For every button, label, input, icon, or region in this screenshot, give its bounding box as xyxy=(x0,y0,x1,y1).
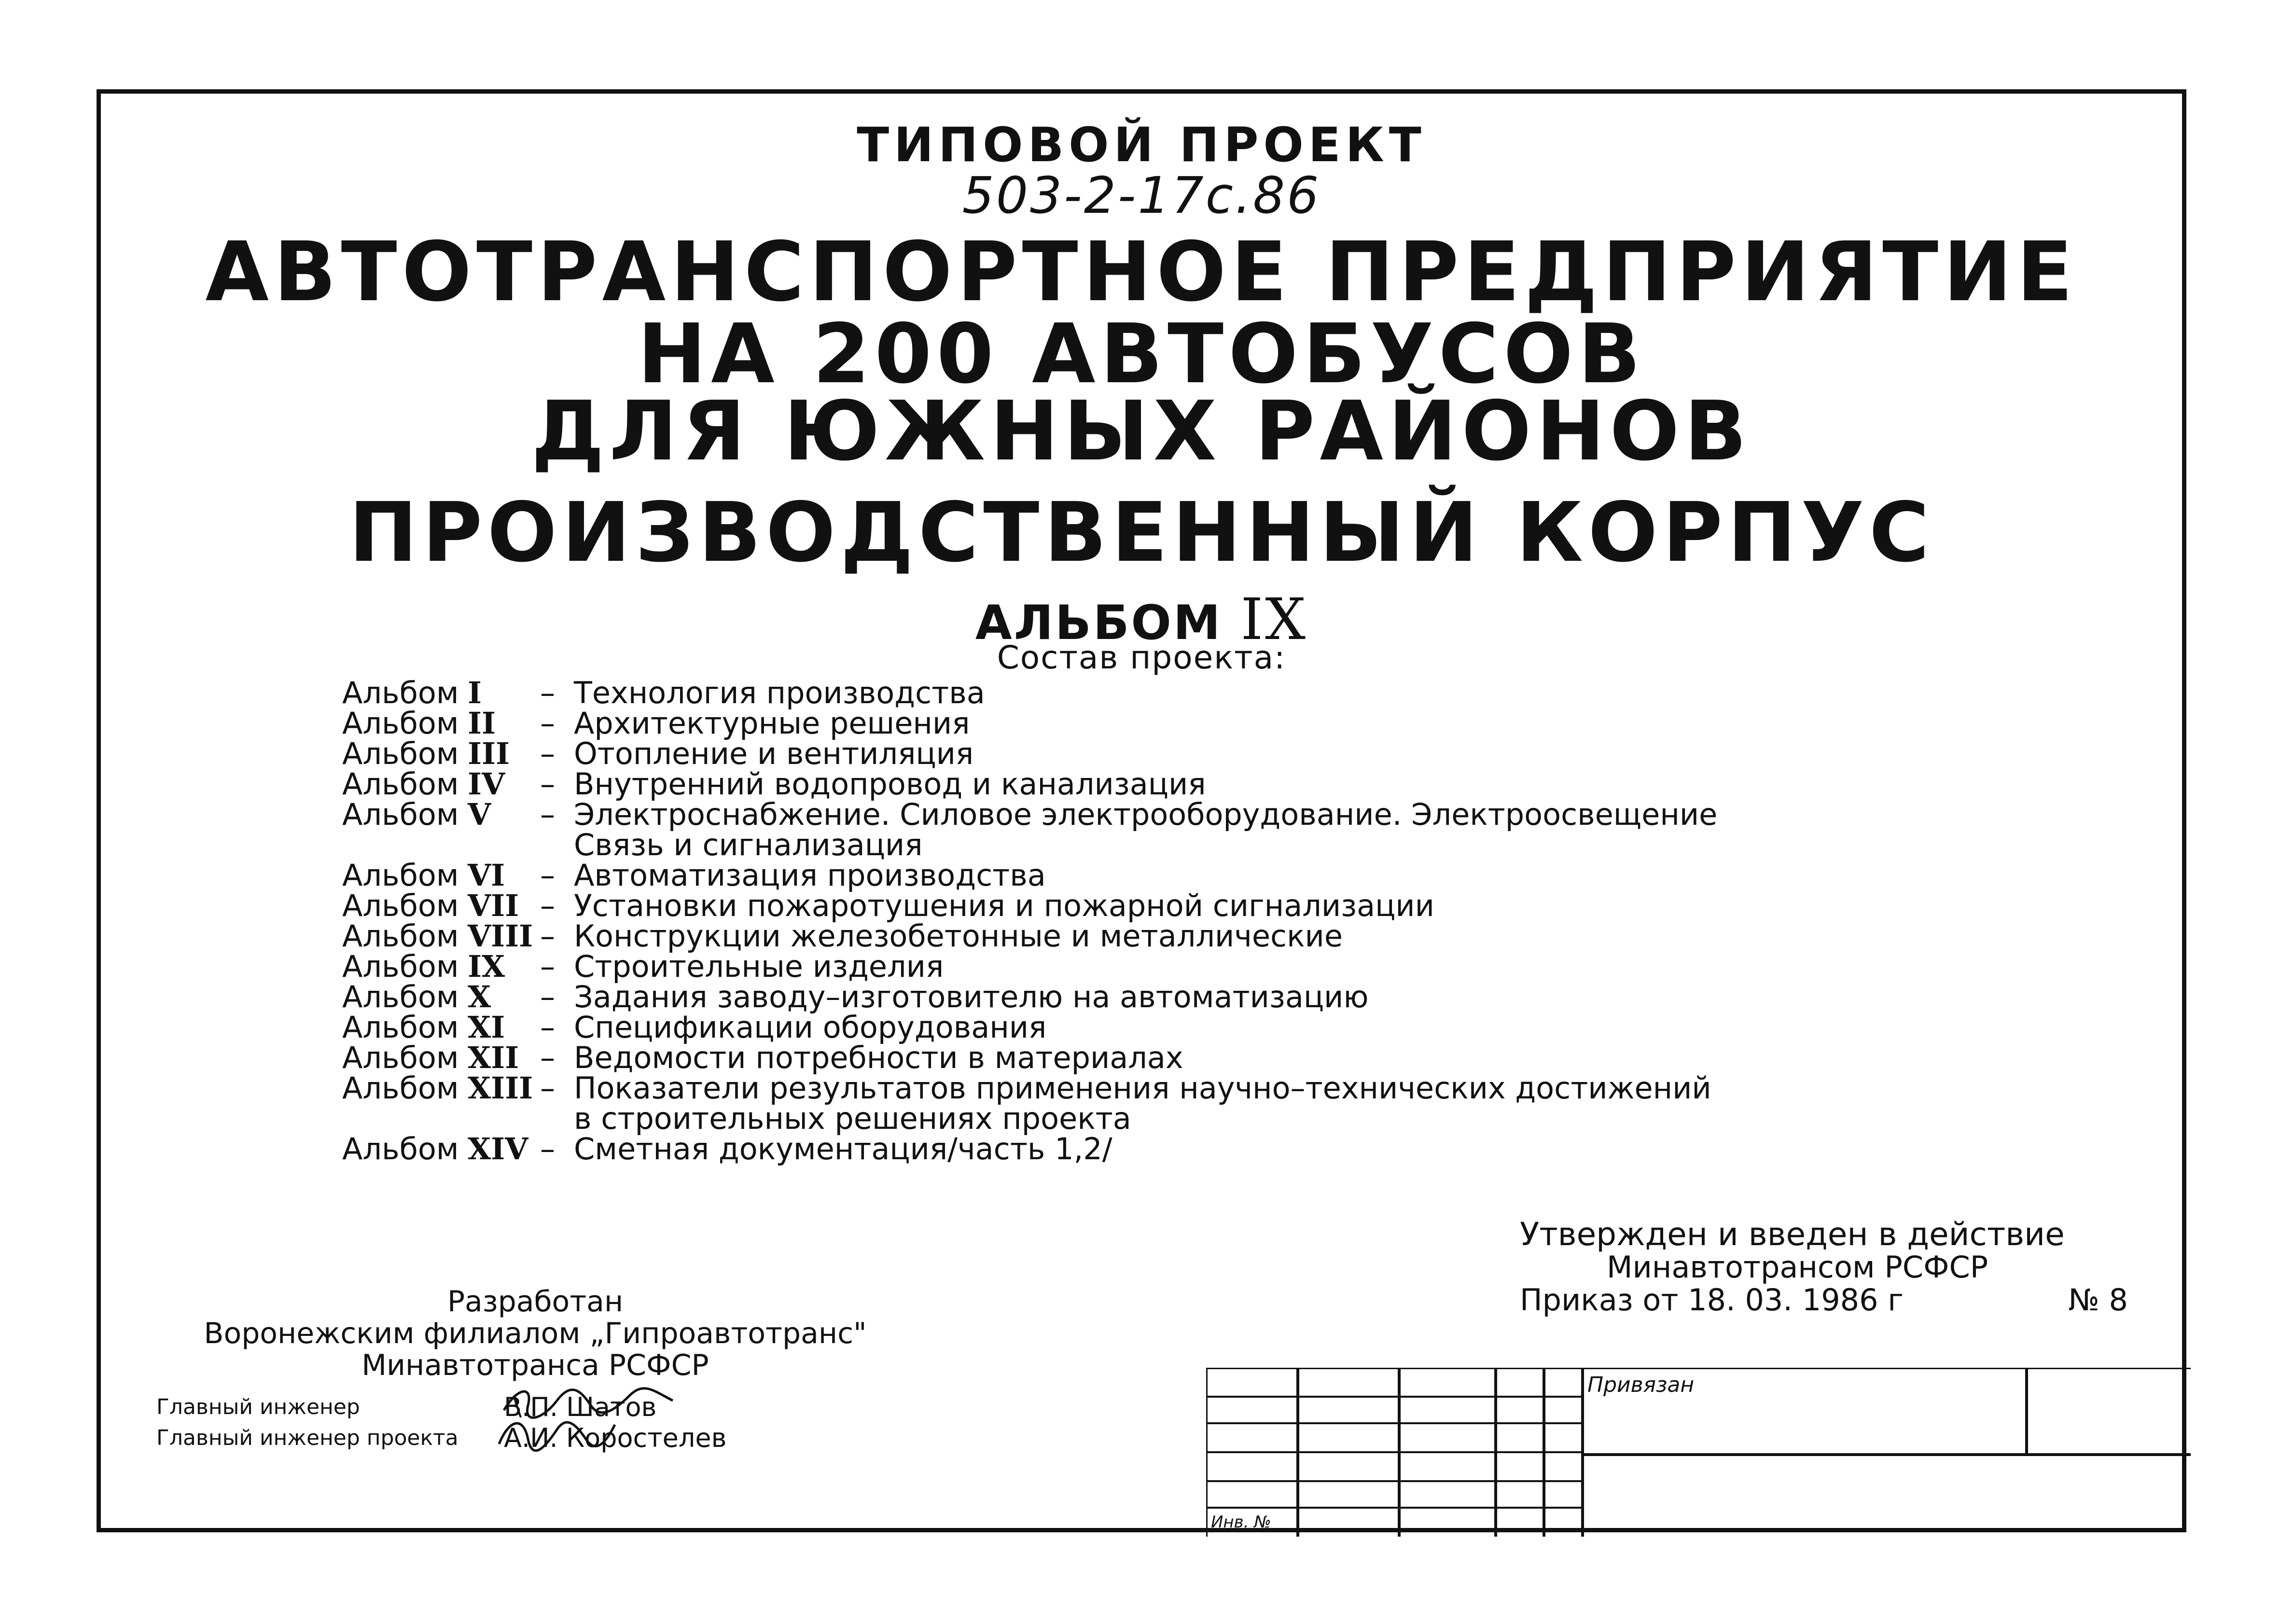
signer-row xyxy=(156,1423,880,1454)
approval-line-1: Утвержден и введен в действие xyxy=(1520,1216,2065,1253)
album-roman: XIII xyxy=(468,1070,533,1106)
stamp-grid xyxy=(1206,1368,2191,1537)
title-line-2: НА 200 АВТОБУСОВ xyxy=(637,306,1646,402)
dash: – xyxy=(540,766,555,802)
album-roman: XIV xyxy=(468,1131,528,1166)
album-roman: VIII xyxy=(468,918,533,954)
signers-block xyxy=(156,1392,880,1454)
album-description: в строительных решениях проекта xyxy=(574,1101,1131,1136)
approval-order xyxy=(1520,1284,2128,1317)
drawing-frame xyxy=(97,89,2186,1532)
dash xyxy=(540,830,574,860)
title-block-stamp xyxy=(1206,1368,2191,1537)
inventory-label: Инв. № xyxy=(1211,1513,1271,1532)
album-roman: XI xyxy=(468,1010,505,1045)
signer-name: А.И. Коростелев xyxy=(504,1423,727,1453)
album-roman xyxy=(468,1103,540,1134)
album-description: Технология производства xyxy=(574,675,985,710)
album-word: Альбом xyxy=(342,1131,459,1166)
album-description: Строительные изделия xyxy=(574,949,944,984)
album-word: Альбом xyxy=(342,949,459,984)
album-number: IX xyxy=(1240,586,1308,652)
dash: – xyxy=(540,1010,555,1045)
signer-role: Главный инженер xyxy=(156,1395,360,1419)
dash: – xyxy=(540,1040,555,1075)
dash: – xyxy=(540,918,555,954)
list-item xyxy=(342,1070,2128,1106)
album-word: Альбом xyxy=(342,979,459,1014)
album-roman: VII xyxy=(468,888,519,923)
album-description: Автоматизация производства xyxy=(574,858,1046,893)
dash: – xyxy=(540,675,555,710)
dash: – xyxy=(540,706,555,741)
composition-label: Состав проекта: xyxy=(997,639,1286,676)
album-description: Ведомости потребности в материалах xyxy=(574,1040,1183,1075)
list-item xyxy=(342,1131,2128,1166)
album-label: АЛЬБОМ xyxy=(975,596,1223,651)
album-roman: V xyxy=(468,797,491,832)
album-roman: III xyxy=(468,736,510,771)
approval-line-2: Минавтотрансом РСФСР xyxy=(1607,1249,1988,1285)
album-description: Отопление и вентиляция xyxy=(574,736,974,771)
album-roman: II xyxy=(468,706,496,741)
title-line-3: ДЛЯ ЮЖНЫХ РАЙОНОВ xyxy=(531,384,1752,479)
list-item xyxy=(342,1010,2128,1045)
series-number: 503-2-17с.86 xyxy=(962,166,1321,225)
signer-role: Главный инженер проекта xyxy=(156,1426,459,1450)
order-number: № 8 xyxy=(2068,1282,2128,1318)
album-description: Связь и сигнализация xyxy=(574,827,923,862)
list-item xyxy=(342,738,2128,769)
dash: – xyxy=(540,736,555,771)
album-word: Альбом xyxy=(342,766,459,802)
album-description: Показатели результатов применения научно–технических достижений xyxy=(574,1070,1711,1106)
album-description: Внутренний водопровод и канализация xyxy=(574,766,1206,802)
album-roman: X xyxy=(468,979,491,1014)
album-description: Электроснабжение. Силовое электрооборудование. Электроосвещение xyxy=(574,797,1718,832)
album-word: Альбом xyxy=(342,1070,459,1106)
album-roman: IV xyxy=(468,766,505,802)
album-word: Альбом xyxy=(342,706,459,741)
order-date: Приказ от 18. 03. 1986 г xyxy=(1520,1282,1904,1318)
dash: – xyxy=(540,949,555,984)
list-item xyxy=(342,890,2128,921)
list-item xyxy=(342,1103,2128,1134)
list-item xyxy=(342,766,2128,802)
album-word: Альбом xyxy=(342,736,459,771)
series-label: ТИПОВОЙ ПРОЕКТ xyxy=(857,118,1426,173)
list-item xyxy=(342,675,2128,710)
list-item xyxy=(342,1042,2128,1073)
developer-ministry: Минавтотранса РСФСР xyxy=(361,1348,709,1382)
list-item xyxy=(342,979,2128,1014)
dash: – xyxy=(540,1131,555,1166)
album-word xyxy=(342,1103,468,1134)
contents-list xyxy=(342,675,2128,1166)
album-description: Задания заводу–изготовителю на автоматизацию xyxy=(574,979,1369,1014)
album-word: Альбом xyxy=(342,675,459,710)
dash: – xyxy=(540,1070,555,1106)
signer-name: В.П. Шатов xyxy=(504,1392,657,1422)
list-item xyxy=(342,827,2128,862)
album-description: Архитектурные решения xyxy=(574,706,970,741)
album-word: Альбом xyxy=(342,797,459,832)
developer-org: Воронежским филиалом „Гипроавтотранс" xyxy=(204,1317,867,1350)
album-description: Установки пожаротушения и пожарной сигнализации xyxy=(574,888,1434,923)
list-item xyxy=(342,858,2128,893)
album-roman xyxy=(468,830,540,860)
list-item xyxy=(342,951,2128,982)
album-roman: IX xyxy=(468,949,505,984)
approval-block xyxy=(1520,1218,2128,1317)
dash: – xyxy=(540,858,555,893)
title-line-1: АВТОТРАНСПОРТНОЕ ПРЕДПРИЯТИЕ xyxy=(205,224,2078,320)
album-description: Конструкции железобетонные и металлические xyxy=(574,918,1343,954)
album-description: Спецификации оборудования xyxy=(574,1010,1047,1045)
dash: – xyxy=(540,979,555,1014)
developer-block xyxy=(149,1286,921,1381)
dash xyxy=(540,1103,574,1134)
album-word: Альбом xyxy=(342,888,459,923)
developed-label: Разработан xyxy=(447,1285,624,1319)
tied-label: Привязан xyxy=(1587,1373,1695,1397)
album-roman: XII xyxy=(468,1040,519,1075)
signature-image xyxy=(494,1410,620,1454)
album-word: Альбом xyxy=(342,918,459,954)
list-item xyxy=(342,706,2128,741)
dash: – xyxy=(540,797,555,832)
list-item xyxy=(342,918,2128,954)
album-roman: VI xyxy=(468,858,505,893)
album-word: Альбом xyxy=(342,1010,459,1045)
album-word: Альбом xyxy=(342,858,459,893)
album-word xyxy=(342,830,468,860)
album-word: Альбом xyxy=(342,1040,459,1075)
title-line-4: ПРОИЗВОДСТВЕННЫЙ КОРПУС xyxy=(348,485,1934,581)
album-roman: I xyxy=(468,675,482,710)
dash: – xyxy=(540,888,555,923)
album-description: Сметная документация/часть 1,2/ xyxy=(574,1131,1112,1166)
list-item xyxy=(342,799,2128,830)
